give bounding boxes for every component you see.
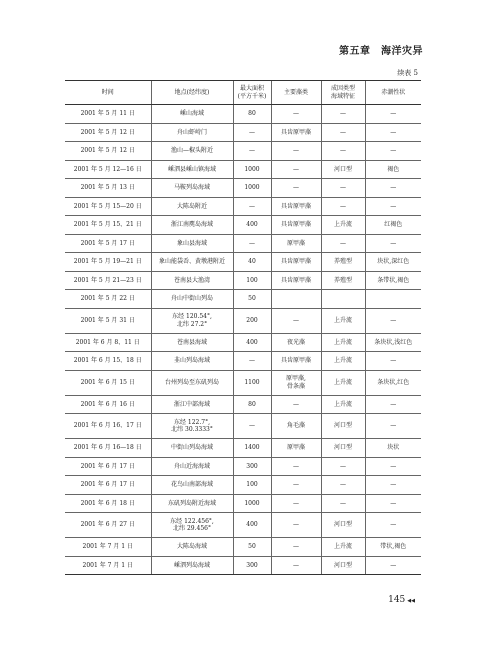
cell-area: 1000 <box>233 160 271 179</box>
cell-cause-type: 上升流 <box>321 216 365 235</box>
cell-cause-type: — <box>321 476 365 495</box>
cell-time: 2001 年 6 月 8、11 日 <box>65 333 151 352</box>
cell-algae: — <box>271 179 321 198</box>
cell-character: — <box>365 494 421 513</box>
cell-location: 浙江中部海域 <box>151 395 233 414</box>
cell-area: — <box>233 352 271 371</box>
table-row <box>65 333 421 352</box>
table-row <box>65 457 421 476</box>
cell-area: 400 <box>233 333 271 352</box>
cell-location: 马鞍列岛海域 <box>151 179 233 198</box>
cell-area: 40 <box>233 253 271 272</box>
table-row <box>65 414 421 439</box>
cell-area: 80 <box>233 105 271 124</box>
table-row <box>65 142 421 161</box>
cell-time: 2001 年 5 月 12 日 <box>65 123 151 142</box>
cell-location: 嵊山海域 <box>151 105 233 124</box>
cell-algae: 原甲藻 <box>271 234 321 253</box>
cell-area: 1000 <box>233 494 271 513</box>
cell-character: — <box>365 105 421 124</box>
cell-character: — <box>365 556 421 575</box>
cell-location: 苍南县海域 <box>151 333 233 352</box>
table-row <box>65 179 421 198</box>
cell-area: — <box>233 142 271 161</box>
cell-character: 条块状,红色 <box>365 370 421 395</box>
table-row <box>65 123 421 142</box>
chapter-title: 第五章 海洋灾异 <box>339 46 423 57</box>
table-row <box>65 476 421 495</box>
cell-algae: 具齿原甲藻 <box>271 352 321 371</box>
cell-cause-type: 河口型 <box>321 414 365 439</box>
cell-time: 2001 年 6 月 16—18 日 <box>65 439 151 458</box>
cell-location: 象山县海域 <box>151 234 233 253</box>
cell-algae: 具齿原甲藻 <box>271 271 321 290</box>
cell-algae: — <box>271 160 321 179</box>
cell-cause-type: 上升流 <box>321 352 365 371</box>
cell-time: 2001 年 5 月 17 日 <box>65 234 151 253</box>
cell-cause-type <box>321 290 365 309</box>
cell-algae: 具齿原甲藻 <box>271 197 321 216</box>
cell-cause-type: 养殖型 <box>321 253 365 272</box>
table-row <box>65 308 421 333</box>
cell-character: 红褐色 <box>365 216 421 235</box>
cell-time: 2001 年 5 月 12 日 <box>65 142 151 161</box>
page-number-text: 145 <box>388 595 406 605</box>
cell-time: 2001 年 5 月 19—21 日 <box>65 253 151 272</box>
cell-time: 2001 年 6 月 16、17 日 <box>65 414 151 439</box>
cell-time: 2001 年 5 月 22 日 <box>65 290 151 309</box>
cell-location: 舟山近海海域 <box>151 457 233 476</box>
cell-cause-type: — <box>321 142 365 161</box>
cell-time: 2001 年 5 月 15、21 日 <box>65 216 151 235</box>
cell-time: 2001 年 6 月 17 日 <box>65 457 151 476</box>
table-row <box>65 494 421 513</box>
cell-time: 2001 年 5 月 12—16 日 <box>65 160 151 179</box>
cell-time: 2001 年 6 月 17 日 <box>65 476 151 495</box>
cell-algae: 具齿原甲藻 <box>271 216 321 235</box>
cell-time: 2001 年 6 月 15 日 <box>65 370 151 395</box>
cell-algae: — <box>271 142 321 161</box>
cell-area: 50 <box>233 538 271 557</box>
cell-cause-type: 上升流 <box>321 308 365 333</box>
column-header-time: 时间 <box>65 81 151 105</box>
column-header-character: 赤潮性状 <box>365 81 421 105</box>
cell-algae: — <box>271 494 321 513</box>
cell-character: — <box>365 457 421 476</box>
cell-cause-type: 河口型 <box>321 439 365 458</box>
cell-time: 2001 年 6 月 16 日 <box>65 395 151 414</box>
cell-area: 100 <box>233 476 271 495</box>
table-continued-label: 续表 5 <box>397 69 418 77</box>
cell-location: 象山能袋岙、黄墩港附近 <box>151 253 233 272</box>
cell-cause-type: — <box>321 105 365 124</box>
page-mark: ◀◀ <box>407 598 415 604</box>
cell-area: — <box>233 197 271 216</box>
cell-location: 东经 122.7°, 北纬 30.3333° <box>151 414 233 439</box>
cell-time: 2001 年 5 月 31 日 <box>65 308 151 333</box>
table-row <box>65 513 421 538</box>
cell-area: 80 <box>233 395 271 414</box>
cell-algae: — <box>271 395 321 414</box>
cell-cause-type: — <box>321 179 365 198</box>
cell-algae: — <box>271 556 321 575</box>
table-header-row <box>65 81 421 105</box>
cell-cause-type: 养殖型 <box>321 271 365 290</box>
cell-cause-type: — <box>321 494 365 513</box>
cell-time: 2001 年 5 月 13 日 <box>65 179 151 198</box>
cell-location: 大陈岛附近 <box>151 197 233 216</box>
cell-algae: 具齿原甲藻 <box>271 253 321 272</box>
red-tide-table <box>65 80 421 575</box>
table-body <box>65 105 421 575</box>
cell-area: 300 <box>233 556 271 575</box>
cell-character: — <box>365 513 421 538</box>
table-row <box>65 216 421 235</box>
cell-character: 块状 <box>365 439 421 458</box>
cell-character: — <box>365 197 421 216</box>
table-row <box>65 395 421 414</box>
cell-area: 200 <box>233 308 271 333</box>
cell-algae: — <box>271 105 321 124</box>
cell-area: 400 <box>233 216 271 235</box>
cell-character: 条块状,浅红色 <box>365 333 421 352</box>
cell-area: 300 <box>233 457 271 476</box>
page-number <box>388 595 415 605</box>
cell-algae <box>271 290 321 309</box>
table-row <box>65 105 421 124</box>
cell-character: — <box>365 123 421 142</box>
cell-area: 1000 <box>233 179 271 198</box>
table-row <box>65 160 421 179</box>
column-header-cause-type: 成因类型 海域特征 <box>321 81 365 105</box>
cell-cause-type: — <box>321 123 365 142</box>
cell-location: 舟山中街山列岛 <box>151 290 233 309</box>
table-row <box>65 556 421 575</box>
cell-algae: 夜光藻 <box>271 333 321 352</box>
cell-character: — <box>365 234 421 253</box>
cell-location: 花鸟山南部海域 <box>151 476 233 495</box>
cell-character <box>365 290 421 309</box>
cell-algae: 角毛藻 <box>271 414 321 439</box>
cell-cause-type: 上升流 <box>321 370 365 395</box>
cell-character: — <box>365 179 421 198</box>
table-row <box>65 352 421 371</box>
cell-algae: 原甲藻 <box>271 439 321 458</box>
cell-area: 400 <box>233 513 271 538</box>
cell-area: 100 <box>233 271 271 290</box>
cell-time: 2001 年 5 月 21—23 日 <box>65 271 151 290</box>
table-row <box>65 197 421 216</box>
cell-location: 浙江南麂岛海域 <box>151 216 233 235</box>
cell-location: 嵊泗县嵊山镇海域 <box>151 160 233 179</box>
cell-algae: — <box>271 476 321 495</box>
cell-time: 2001 年 6 月 15、18 日 <box>65 352 151 371</box>
cell-time: 2001 年 5 月 11 日 <box>65 105 151 124</box>
cell-algae: 原甲藻, 骨条藻 <box>271 370 321 395</box>
cell-cause-type: — <box>321 197 365 216</box>
table-row <box>65 253 421 272</box>
cell-cause-type: — <box>321 457 365 476</box>
cell-location: 东矶列岛附近海域 <box>151 494 233 513</box>
cell-character: — <box>365 414 421 439</box>
cell-time: 2001 年 5 月 15—20 日 <box>65 197 151 216</box>
cell-time: 2001 年 6 月 27 日 <box>65 513 151 538</box>
table-row <box>65 271 421 290</box>
cell-cause-type: 上升流 <box>321 538 365 557</box>
cell-area: — <box>233 234 271 253</box>
cell-cause-type: 河口型 <box>321 160 365 179</box>
cell-algae: — <box>271 308 321 333</box>
cell-algae: — <box>271 457 321 476</box>
cell-algae: — <box>271 538 321 557</box>
table-row <box>65 234 421 253</box>
cell-character: 块状,深红色 <box>365 253 421 272</box>
cell-character: 带状,褐色 <box>365 538 421 557</box>
cell-location: 苍南县大渔湾 <box>151 271 233 290</box>
column-header-area: 最大面积 (平方千米) <box>233 81 271 105</box>
cell-cause-type: 上升流 <box>321 395 365 414</box>
cell-area: — <box>233 414 271 439</box>
cell-algae: 具齿原甲藻 <box>271 123 321 142</box>
cell-character: — <box>365 308 421 333</box>
table-row <box>65 439 421 458</box>
cell-area: 1100 <box>233 370 271 395</box>
cell-location: 台州列岛至东矶列岛 <box>151 370 233 395</box>
cell-character: — <box>365 142 421 161</box>
cell-location: 大陈岛海域 <box>151 538 233 557</box>
column-header-location: 地点(经纬度) <box>151 81 233 105</box>
cell-area: 1400 <box>233 439 271 458</box>
cell-cause-type: 河口型 <box>321 556 365 575</box>
cell-location: 东经 120.54°, 北纬 27.2° <box>151 308 233 333</box>
cell-cause-type: 上升流 <box>321 333 365 352</box>
cell-character: 条带状,褐色 <box>365 271 421 290</box>
cell-time: 2001 年 6 月 18 日 <box>65 494 151 513</box>
cell-location: 东经 122.456°, 北纬 29.456° <box>151 513 233 538</box>
column-header-algae: 主要藻类 <box>271 81 321 105</box>
cell-time: 2001 年 7 月 1 日 <box>65 556 151 575</box>
cell-time: 2001 年 7 月 1 日 <box>65 538 151 557</box>
table-row <box>65 370 421 395</box>
cell-character: 褐色 <box>365 160 421 179</box>
cell-cause-type: — <box>321 234 365 253</box>
cell-area: — <box>233 123 271 142</box>
cell-character: — <box>365 395 421 414</box>
cell-character: — <box>365 476 421 495</box>
cell-location: 舟山虾峙门 <box>151 123 233 142</box>
cell-location: 韭山列岛海域 <box>151 352 233 371</box>
cell-algae: — <box>271 513 321 538</box>
cell-location: 嵊泗列岛海域 <box>151 556 233 575</box>
cell-location: 中街山列岛海域 <box>151 439 233 458</box>
cell-cause-type: 河口型 <box>321 513 365 538</box>
cell-area: 50 <box>233 290 271 309</box>
cell-character: — <box>365 352 421 371</box>
table-row <box>65 538 421 557</box>
table-row <box>65 290 421 309</box>
cell-location: 渔山—椒头附近 <box>151 142 233 161</box>
